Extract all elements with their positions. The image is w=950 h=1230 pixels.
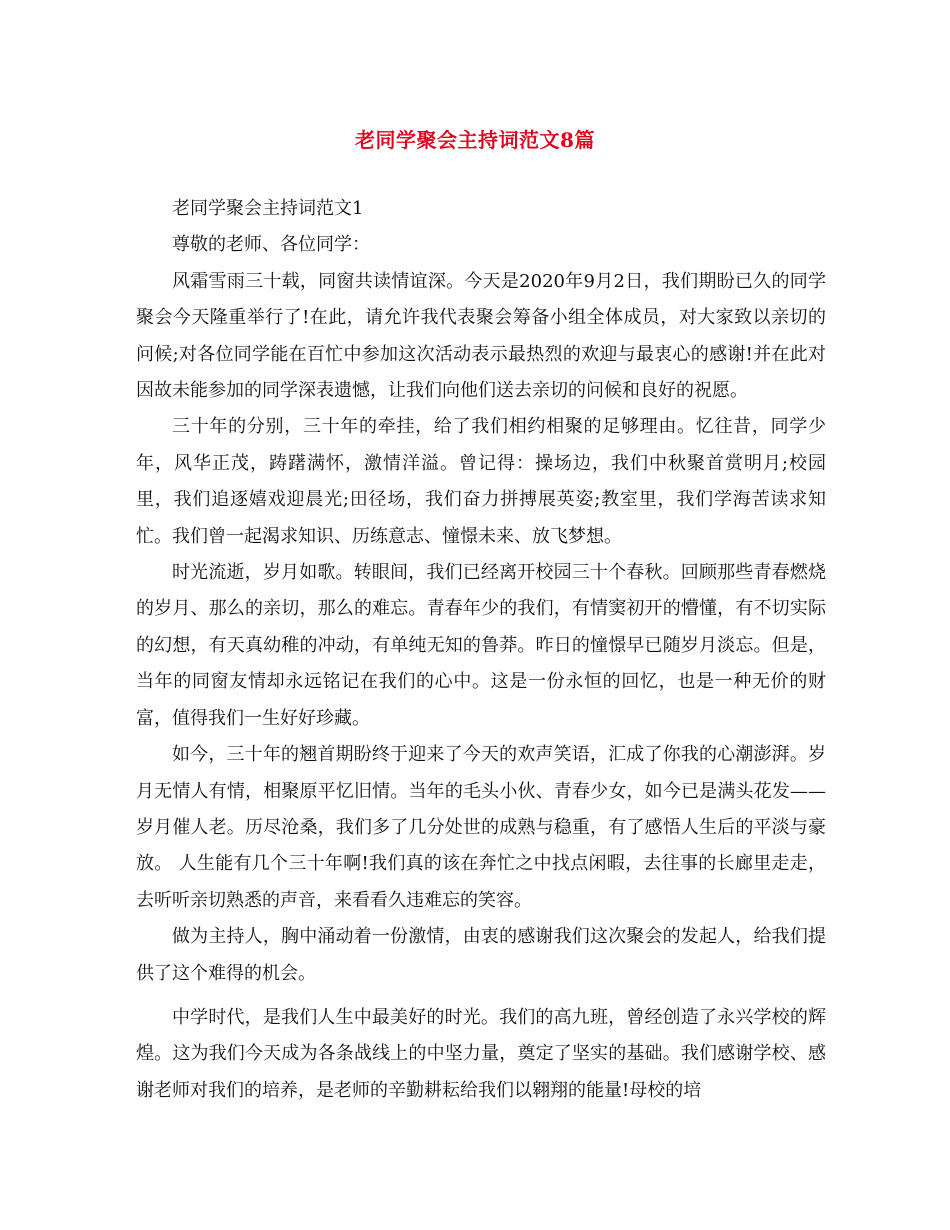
section-heading: 老同学聚会主持词范文1 [172,198,364,219]
document-title: 老同学聚会主持词范文8篇 [355,128,595,152]
paragraph: 时光流逝，岁月如歌。转眼间，我们已经离开校园三十个春秋。回顾那些青春燃烧的岁月、那么的亲切，那么的难忘。青春年少的我们，有情窦初开的懵懂，有不切实际的幻想，有天真幼稚的冲动，有单纯无知的鲁莽。昨日的憧憬早已随岁月淡忘。但是，当年的同窗友情却永远铭记在我们的心中。这是一份永恒的回忆，也是一种无价的财富，值得我们一生好好珍藏。 [136,562,826,729]
salutation: 尊敬的老师、各位同学： [172,234,370,256]
paragraph: 三十年的分别，三十年的牵挂，给了我们相约相聚的足够理由。忆往昔，同学少年，风华正茂，踌躇满怀，激情洋溢。曾记得：操场边，我们中秋聚首赏明月;校园里，我们追逐嬉戏迎晨光;田径场，我们奋力拼搏展英姿;教室里，我们学海苦读求知忙。我们曾一起渴求知识、历练意志、憧憬未来、放飞梦想。 [136,416,826,547]
paragraph: 做为主持人，胸中涌动着一份激情，由衷的感谢我们这次聚会的发起人，给我们提供了这个难得的机会。 [136,926,826,984]
paragraph: 风霜雪雨三十载，同窗共读情谊深。今天是2020年9月2日，我们期盼已久的同学聚会今天隆重举行了!在此，请允许我代表聚会筹备小组全体成员，对大家致以亲切的问候;对各位同学能在百忙中参加这次活动表示最热烈的欢迎与最衷心的感谢!并在此对因故未能参加的同学深表遗憾，让我们向他们送去亲切的问候和良好的祝愿。 [136,270,826,402]
paragraph: 如今，三十年的翘首期盼终于迎来了今天的欢声笑语，汇成了你我的心潮澎湃。岁月无情人有情，相聚原平忆旧情。当年的毛头小伙、青春少女，如今已是满头花发——岁月催人老。历尽沧桑，我们多了几分处世的成熟与稳重，有了感悟人生后的平淡与豪放。 人生能有几个三十年啊!我们真的该在奔忙之中找点闲暇，去往事的长廊里走走，去听听亲切熟悉的声音，来看看久违难忘的笑容。 [136,744,826,911]
paragraph: 中学时代，是我们人生中最美好的时光。我们的高九班，曾经创造了永兴学校的辉煌。这为我们今天成为各条战线上的中坚力量，奠定了坚实的基础。我们感谢学校、感谢老师对我们的培养，是老师的辛勤耕耘给我们以翱翔的能量!母校的培 [136,1006,826,1101]
document-body [136,191,826,1109]
